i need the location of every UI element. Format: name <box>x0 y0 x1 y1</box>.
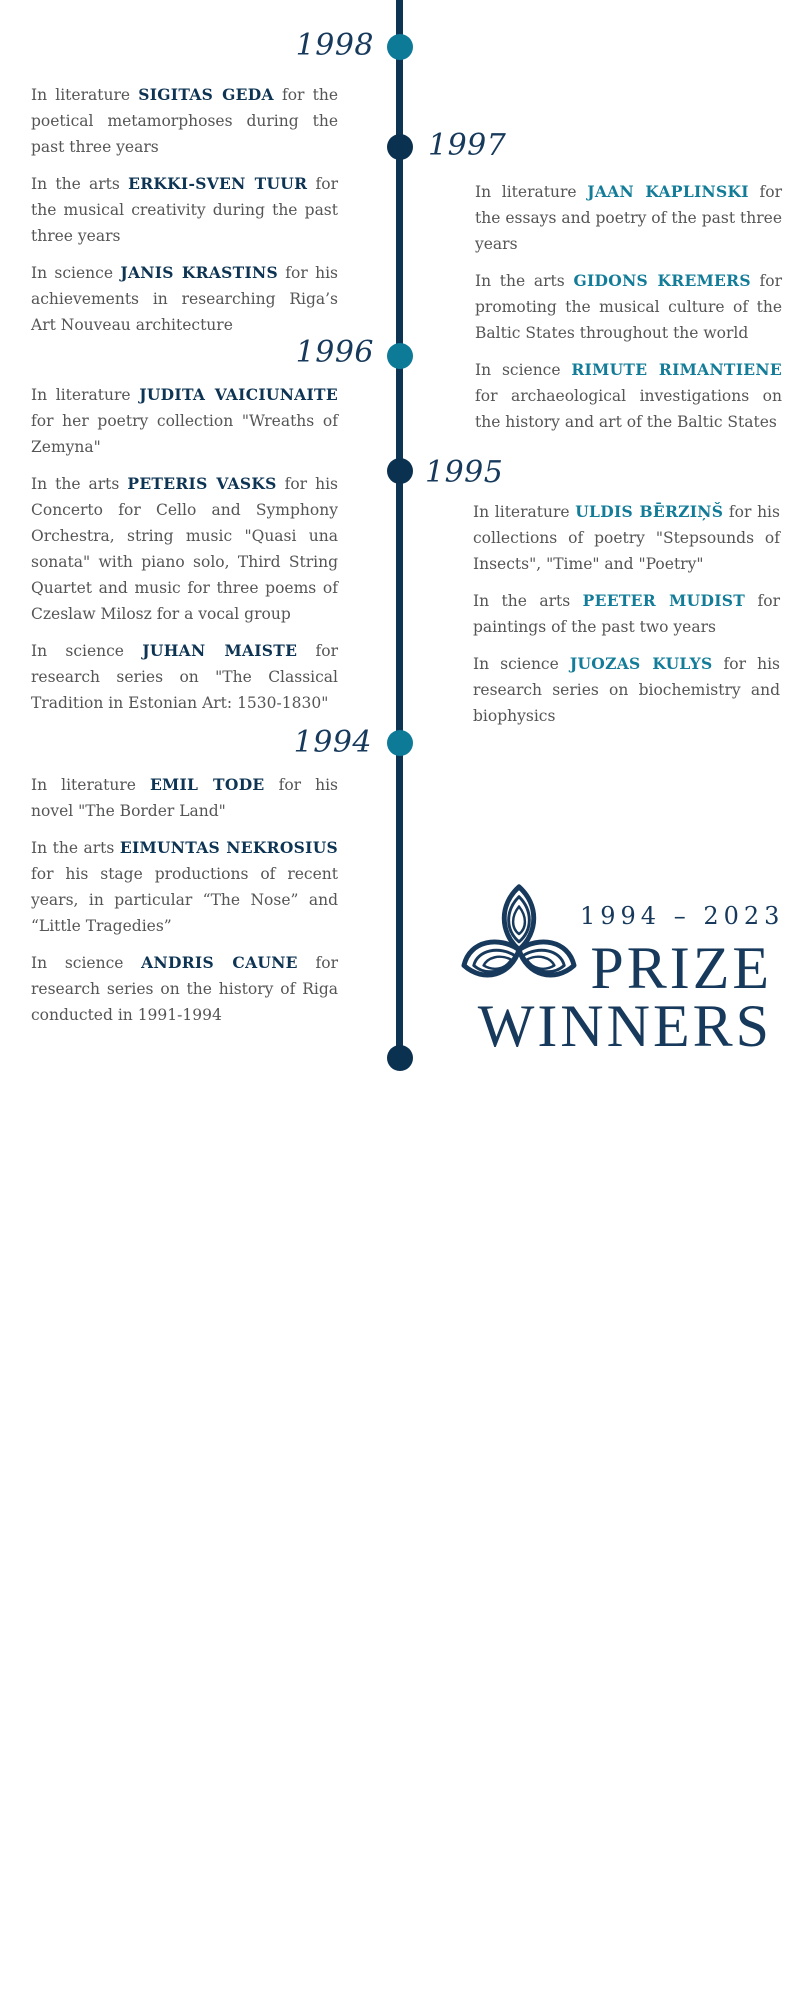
entry-science-1997: In science RIMUTE RIMANTIENE for archaeological investigations on the history and art of the Baltic States <box>475 360 782 431</box>
year-1995: 1995 <box>425 455 504 490</box>
entry-literature-1997: In literature JAAN KAPLINSKI for the essays and poetry of the past three years <box>475 182 782 253</box>
timeline-dot-1998 <box>387 34 413 60</box>
entry-literature-1995: In literature ULDIS BĒRZIŅŠ for his collections of poetry "Stepsounds of Insects", "Time" and "Poetry" <box>473 502 780 573</box>
logo-years: 1994 – 2023 <box>580 902 785 930</box>
timeline-dot-1996 <box>387 343 413 369</box>
entries-1998 <box>31 82 338 349</box>
logo-prize: PRIZE <box>590 935 772 1001</box>
entries-1996 <box>31 382 338 727</box>
entry-arts-1994: In the arts EIMUNTAS NEKROSIUS for his stage productions of recent years, in particular “The Nose” and “Little Tragedies” <box>31 838 338 935</box>
timeline-end-dot <box>387 1045 413 1071</box>
year-1998: 1998 <box>295 28 374 63</box>
year-1996: 1996 <box>295 335 374 370</box>
prize-winners-logo <box>460 880 785 1065</box>
triquetra-icon <box>460 880 578 990</box>
timeline-dot-1995 <box>387 458 413 484</box>
logo-winners: WINNERS <box>477 993 772 1059</box>
entry-arts-1998: In the arts ERKKI-SVEN TUUR for the musical creativity during the past three years <box>31 174 339 245</box>
year-1994: 1994 <box>293 725 372 760</box>
year-1997: 1997 <box>428 128 507 163</box>
entry-science-1996: In science JUHAN MAISTE for research series on "The Classical Tradition in Estonian Art: 1530-1830" <box>31 641 339 712</box>
entry-science-1998: In science JANIS KRASTINS for his achievements in researching Riga’s Art Nouveau architecture <box>31 263 338 334</box>
entry-arts-1997: In the arts GIDONS KREMERS for promoting the musical culture of the Baltic States throughout the world <box>475 271 783 342</box>
entries-1997 <box>475 179 782 446</box>
entry-arts-1996: In the arts PETERIS VASKS for his Concerto for Cello and Symphony Orchestra, string music "Quasi una sonata" with piano solo, Third String Quartet and music for three poems of Czeslaw Milosz for a vocal group <box>31 474 338 623</box>
timeline-dot-1997 <box>387 134 413 160</box>
entry-literature-1994: In literature EMIL TODE for his novel "The Border Land" <box>31 775 338 820</box>
entry-science-1995: In science JUOZAS KULYS for his research series on biochemistry and biophysics <box>473 654 780 725</box>
entries-1994 <box>31 772 338 1039</box>
entry-arts-1995: In the arts PEETER MUDIST for paintings of the past two years <box>473 591 780 636</box>
entry-science-1994: In science ANDRIS CAUNE for research series on the history of Riga conducted in 1991-1994 <box>31 953 339 1024</box>
timeline-dot-1994 <box>387 730 413 756</box>
entry-literature-1998: In literature SIGITAS GEDA for the poetical metamorphoses during the past three years <box>31 85 338 156</box>
entries-1995 <box>473 499 780 740</box>
entry-literature-1996: In literature JUDITA VAICIUNAITE for her poetry collection "Wreaths of Zemyna" <box>31 385 338 456</box>
